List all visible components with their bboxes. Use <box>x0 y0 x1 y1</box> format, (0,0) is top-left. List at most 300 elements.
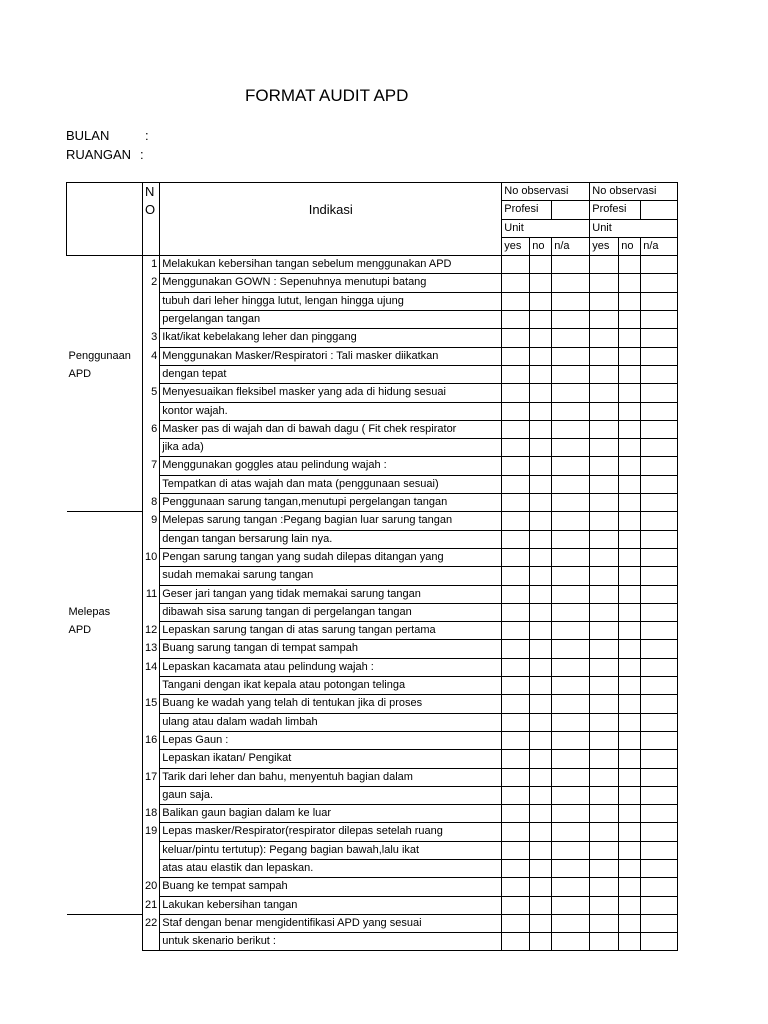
obs2-yes-cell[interactable] <box>590 311 619 329</box>
table-row <box>67 512 678 530</box>
obs1-no-cell[interactable] <box>530 914 552 932</box>
obs2-yes-cell[interactable] <box>590 365 619 383</box>
obs2-yes-cell[interactable] <box>590 603 619 621</box>
row-indikasi: Buang sarung tangan di tempat sampah <box>160 640 502 658</box>
row-indikasi: Lepas masker/Respirator(respirator dilepas setelah ruang <box>160 823 502 841</box>
obs1-no-cell[interactable] <box>530 933 552 951</box>
obs1-yes-cell[interactable] <box>502 292 530 310</box>
obs2-no-cell[interactable] <box>619 457 641 475</box>
obs1-yes-cell[interactable] <box>502 731 530 749</box>
category-cell <box>67 823 143 841</box>
row-indikasi: Buang ke wadah yang telah di tentukan jika di proses <box>160 695 502 713</box>
obs2-yes-cell[interactable] <box>590 695 619 713</box>
header-profesi-1-value[interactable] <box>552 201 590 219</box>
obs2-na-cell[interactable] <box>641 548 678 566</box>
obs2-na-cell[interactable] <box>641 292 678 310</box>
obs1-no-cell[interactable] <box>530 786 552 804</box>
obs1-yes-cell[interactable] <box>502 896 530 914</box>
obs1-no-cell[interactable] <box>530 512 552 530</box>
category-cell <box>67 805 143 823</box>
obs1-no-cell[interactable] <box>530 750 552 768</box>
obs2-yes-cell[interactable] <box>590 768 619 786</box>
obs2-na-cell[interactable] <box>641 457 678 475</box>
obs1-yes-cell[interactable] <box>502 420 530 438</box>
obs2-no-cell[interactable] <box>619 274 641 292</box>
obs1-na-cell[interactable] <box>552 695 590 713</box>
table-row <box>67 457 678 475</box>
row-number <box>143 677 160 695</box>
obs1-na-cell[interactable] <box>552 731 590 749</box>
obs1-yes-cell[interactable] <box>502 384 530 402</box>
obs1-yes-cell[interactable] <box>502 256 530 274</box>
row-indikasi: Lepaskan sarung tangan di atas sarung tangan pertama <box>160 622 502 640</box>
category-cell <box>67 329 143 347</box>
obs1-na-cell[interactable] <box>552 439 590 457</box>
category-cell <box>67 457 143 475</box>
obs2-yes-cell[interactable] <box>590 475 619 493</box>
obs1-no-cell[interactable] <box>530 311 552 329</box>
row-number: 11 <box>143 585 160 603</box>
obs2-yes-cell[interactable] <box>590 933 619 951</box>
row-number: 19 <box>143 823 160 841</box>
obs2-na-cell[interactable] <box>641 823 678 841</box>
row-number: 10 <box>143 548 160 566</box>
obs1-na-cell[interactable] <box>552 347 590 365</box>
obs1-no-cell[interactable] <box>530 292 552 310</box>
row-indikasi: Balikan gaun bagian dalam ke luar <box>160 805 502 823</box>
obs2-na-cell[interactable] <box>641 786 678 804</box>
obs2-yes-cell[interactable] <box>590 805 619 823</box>
obs2-yes-cell[interactable] <box>590 494 619 512</box>
obs1-no-cell[interactable] <box>530 859 552 877</box>
obs1-na-cell[interactable] <box>552 750 590 768</box>
obs2-yes-cell[interactable] <box>590 859 619 877</box>
table-row <box>67 567 678 585</box>
table-row <box>67 786 678 804</box>
obs1-yes-cell[interactable] <box>502 622 530 640</box>
row-indikasi: sudah memakai sarung tangan <box>160 567 502 585</box>
obs1-no-cell[interactable] <box>530 603 552 621</box>
obs1-yes-cell[interactable] <box>502 457 530 475</box>
obs2-no-cell[interactable] <box>619 640 641 658</box>
obs1-no-cell[interactable] <box>530 622 552 640</box>
row-indikasi: Lepaskan ikatan/ Pengikat <box>160 750 502 768</box>
row-number: 21 <box>143 896 160 914</box>
obs2-na-cell[interactable] <box>641 933 678 951</box>
obs1-no-cell[interactable] <box>530 256 552 274</box>
obs2-no-cell[interactable] <box>619 859 641 877</box>
obs2-no-cell[interactable] <box>619 786 641 804</box>
obs2-no-cell[interactable] <box>619 567 641 585</box>
obs2-yes-cell[interactable] <box>590 567 619 585</box>
obs2-no-cell[interactable] <box>619 622 641 640</box>
obs1-no-cell[interactable] <box>530 585 552 603</box>
obs1-yes-cell[interactable] <box>502 677 530 695</box>
category-cell <box>67 640 143 658</box>
obs2-yes-cell[interactable] <box>590 512 619 530</box>
obs1-yes-cell[interactable] <box>502 475 530 493</box>
obs1-yes-cell[interactable] <box>502 640 530 658</box>
obs2-no-cell[interactable] <box>619 658 641 676</box>
table-row <box>67 933 678 951</box>
category-melepas-label: Melepas <box>68 605 111 618</box>
obs2-na-cell[interactable] <box>641 805 678 823</box>
obs2-na-cell[interactable] <box>641 329 678 347</box>
obs1-na-cell[interactable] <box>552 384 590 402</box>
obs2-na-cell[interactable] <box>641 768 678 786</box>
obs2-yes-cell[interactable] <box>590 329 619 347</box>
obs1-yes-cell[interactable] <box>502 841 530 859</box>
obs1-na-cell[interactable] <box>552 805 590 823</box>
row-number: 20 <box>143 878 160 896</box>
obs1-na-cell[interactable] <box>552 713 590 731</box>
obs2-no-cell[interactable] <box>619 914 641 932</box>
obs1-na-cell[interactable] <box>552 914 590 932</box>
category-cell <box>67 256 143 274</box>
row-indikasi: Penggunaan sarung tangan,menutupi pergelangan tangan <box>160 494 502 512</box>
obs2-na-cell[interactable] <box>641 530 678 548</box>
obs1-yes-cell[interactable] <box>502 786 530 804</box>
obs1-no-cell[interactable] <box>530 329 552 347</box>
obs1-no-cell[interactable] <box>530 365 552 383</box>
obs2-na-cell[interactable] <box>641 274 678 292</box>
category-cell <box>67 548 143 566</box>
obs2-na-cell[interactable] <box>641 420 678 438</box>
obs1-yes-cell[interactable] <box>502 567 530 585</box>
obs1-na-cell[interactable] <box>552 640 590 658</box>
obs2-no-cell[interactable] <box>619 731 641 749</box>
obs1-na-cell[interactable] <box>552 585 590 603</box>
obs2-yes-cell[interactable] <box>590 402 619 420</box>
obs2-no-cell[interactable] <box>619 347 641 365</box>
category-cell <box>67 512 143 530</box>
obs1-yes-cell[interactable] <box>502 365 530 383</box>
header-row-3 <box>67 219 678 237</box>
obs1-no-cell[interactable] <box>530 658 552 676</box>
obs2-yes-cell[interactable] <box>590 292 619 310</box>
obs1-na-cell[interactable] <box>552 420 590 438</box>
obs1-na-cell[interactable] <box>552 530 590 548</box>
obs1-na-cell[interactable] <box>552 658 590 676</box>
obs2-yes-cell[interactable] <box>590 677 619 695</box>
obs2-na-cell[interactable] <box>641 658 678 676</box>
obs1-na-cell[interactable] <box>552 567 590 585</box>
bulan-colon: : <box>145 128 149 143</box>
obs1-yes-cell[interactable] <box>502 311 530 329</box>
category-melepas-label-2: APD <box>68 624 92 637</box>
row-indikasi: Pengan sarung tangan yang sudah dilepas ditangan yang <box>160 548 502 566</box>
obs2-yes-cell[interactable] <box>590 914 619 932</box>
obs2-no-cell[interactable] <box>619 439 641 457</box>
header-yes-1: yes <box>502 237 530 255</box>
obs2-na-cell[interactable] <box>641 494 678 512</box>
obs1-no-cell[interactable] <box>530 494 552 512</box>
obs2-no-cell[interactable] <box>619 878 641 896</box>
obs1-no-cell[interactable] <box>530 878 552 896</box>
obs1-yes-cell[interactable] <box>502 805 530 823</box>
obs1-na-cell[interactable] <box>552 494 590 512</box>
obs2-no-cell[interactable] <box>619 603 641 621</box>
obs1-na-cell[interactable] <box>552 402 590 420</box>
obs2-no-cell[interactable] <box>619 475 641 493</box>
obs1-na-cell[interactable] <box>552 512 590 530</box>
row-indikasi: Melakukan kebersihan tangan sebelum menggunakan APD <box>160 256 502 274</box>
row-indikasi: jika ada) <box>160 439 502 457</box>
obs1-no-cell[interactable] <box>530 274 552 292</box>
obs2-na-cell[interactable] <box>641 914 678 932</box>
table-row <box>67 475 678 493</box>
obs1-na-cell[interactable] <box>552 603 590 621</box>
obs2-na-cell[interactable] <box>641 347 678 365</box>
obs2-na-cell[interactable] <box>641 603 678 621</box>
obs1-na-cell[interactable] <box>552 311 590 329</box>
obs1-no-cell[interactable] <box>530 475 552 493</box>
bulan-label: BULAN <box>66 128 110 143</box>
obs1-no-cell[interactable] <box>530 841 552 859</box>
obs2-no-cell[interactable] <box>619 823 641 841</box>
obs2-no-cell[interactable] <box>619 585 641 603</box>
obs1-yes-cell[interactable] <box>502 530 530 548</box>
obs2-na-cell[interactable] <box>641 695 678 713</box>
row-number <box>143 603 160 621</box>
obs1-na-cell[interactable] <box>552 677 590 695</box>
obs2-no-cell[interactable] <box>619 365 641 383</box>
obs1-na-cell[interactable] <box>552 256 590 274</box>
obs2-na-cell[interactable] <box>641 640 678 658</box>
obs2-no-cell[interactable] <box>619 548 641 566</box>
row-number <box>143 402 160 420</box>
obs1-na-cell[interactable] <box>552 859 590 877</box>
obs1-na-cell[interactable] <box>552 823 590 841</box>
obs2-yes-cell[interactable] <box>590 731 619 749</box>
obs1-no-cell[interactable] <box>530 439 552 457</box>
obs2-na-cell[interactable] <box>641 878 678 896</box>
obs2-na-cell[interactable] <box>641 475 678 493</box>
obs2-yes-cell[interactable] <box>590 274 619 292</box>
table-row <box>67 439 678 457</box>
obs1-yes-cell[interactable] <box>502 658 530 676</box>
obs1-no-cell[interactable] <box>530 823 552 841</box>
obs1-yes-cell[interactable] <box>502 695 530 713</box>
category-cell <box>67 695 143 713</box>
obs2-no-cell[interactable] <box>619 713 641 731</box>
obs1-yes-cell[interactable] <box>502 768 530 786</box>
obs1-yes-cell[interactable] <box>502 823 530 841</box>
row-indikasi: dengan tepat <box>160 365 502 383</box>
category-cell <box>67 384 143 402</box>
obs1-no-cell[interactable] <box>530 713 552 731</box>
obs1-yes-cell[interactable] <box>502 548 530 566</box>
row-number: 7 <box>143 457 160 475</box>
header-no-line2: O <box>143 201 160 219</box>
obs1-na-cell[interactable] <box>552 841 590 859</box>
obs1-yes-cell[interactable] <box>502 329 530 347</box>
obs2-na-cell[interactable] <box>641 713 678 731</box>
obs1-na-cell[interactable] <box>552 274 590 292</box>
obs1-na-cell[interactable] <box>552 329 590 347</box>
obs2-yes-cell[interactable] <box>590 640 619 658</box>
category-cell <box>67 896 143 914</box>
obs2-no-cell[interactable] <box>619 677 641 695</box>
header-category-cell <box>67 201 143 219</box>
obs2-yes-cell[interactable] <box>590 713 619 731</box>
obs2-yes-cell[interactable] <box>590 841 619 859</box>
obs1-na-cell[interactable] <box>552 896 590 914</box>
header-no-observasi-1: No observasi <box>502 183 590 201</box>
obs2-yes-cell[interactable] <box>590 439 619 457</box>
row-indikasi: Tempatkan di atas wajah dan mata (penggunaan sesuai) <box>160 475 502 493</box>
obs1-yes-cell[interactable] <box>502 914 530 932</box>
row-number: 5 <box>143 384 160 402</box>
obs2-yes-cell[interactable] <box>590 658 619 676</box>
obs1-no-cell[interactable] <box>530 457 552 475</box>
obs1-no-cell[interactable] <box>530 420 552 438</box>
obs2-yes-cell[interactable] <box>590 750 619 768</box>
obs2-na-cell[interactable] <box>641 439 678 457</box>
category-cell <box>67 677 143 695</box>
table-row <box>67 841 678 859</box>
obs2-no-cell[interactable] <box>619 530 641 548</box>
obs2-yes-cell[interactable] <box>590 622 619 640</box>
table-row <box>67 805 678 823</box>
category-cell <box>67 878 143 896</box>
obs2-yes-cell[interactable] <box>590 256 619 274</box>
table-row <box>67 658 678 676</box>
obs2-yes-cell[interactable] <box>590 585 619 603</box>
obs1-na-cell[interactable] <box>552 475 590 493</box>
obs1-yes-cell[interactable] <box>502 494 530 512</box>
header-profesi-2-value[interactable] <box>641 201 678 219</box>
obs1-yes-cell[interactable] <box>502 439 530 457</box>
obs1-no-cell[interactable] <box>530 677 552 695</box>
obs2-na-cell[interactable] <box>641 311 678 329</box>
row-number <box>143 311 160 329</box>
obs1-yes-cell[interactable] <box>502 512 530 530</box>
obs1-na-cell[interactable] <box>552 365 590 383</box>
obs1-na-cell[interactable] <box>552 548 590 566</box>
obs1-yes-cell[interactable] <box>502 878 530 896</box>
obs2-no-cell[interactable] <box>619 384 641 402</box>
obs1-na-cell[interactable] <box>552 786 590 804</box>
obs2-no-cell[interactable] <box>619 420 641 438</box>
obs2-no-cell[interactable] <box>619 896 641 914</box>
row-indikasi: Geser jari tangan yang tidak memakai sarung tangan <box>160 585 502 603</box>
obs2-yes-cell[interactable] <box>590 420 619 438</box>
obs2-na-cell[interactable] <box>641 585 678 603</box>
obs2-no-cell[interactable] <box>619 841 641 859</box>
category-cell <box>67 750 143 768</box>
obs2-no-cell[interactable] <box>619 768 641 786</box>
obs1-yes-cell[interactable] <box>502 859 530 877</box>
obs2-no-cell[interactable] <box>619 933 641 951</box>
obs2-na-cell[interactable] <box>641 256 678 274</box>
obs1-na-cell[interactable] <box>552 292 590 310</box>
obs1-no-cell[interactable] <box>530 347 552 365</box>
obs2-no-cell[interactable] <box>619 292 641 310</box>
obs1-na-cell[interactable] <box>552 457 590 475</box>
audit-table-body <box>67 183 678 951</box>
obs1-na-cell[interactable] <box>552 933 590 951</box>
obs1-no-cell[interactable] <box>530 530 552 548</box>
obs1-no-cell[interactable] <box>530 384 552 402</box>
obs1-na-cell[interactable] <box>552 768 590 786</box>
obs2-no-cell[interactable] <box>619 256 641 274</box>
obs1-no-cell[interactable] <box>530 896 552 914</box>
obs1-yes-cell[interactable] <box>502 402 530 420</box>
obs2-yes-cell[interactable] <box>590 457 619 475</box>
obs1-na-cell[interactable] <box>552 878 590 896</box>
obs2-na-cell[interactable] <box>641 896 678 914</box>
obs2-yes-cell[interactable] <box>590 823 619 841</box>
obs2-yes-cell[interactable] <box>590 878 619 896</box>
obs2-yes-cell[interactable] <box>590 786 619 804</box>
obs2-na-cell[interactable] <box>641 567 678 585</box>
obs1-no-cell[interactable] <box>530 731 552 749</box>
obs2-na-cell[interactable] <box>641 384 678 402</box>
row-indikasi: tubuh dari leher hingga lutut, lengan hingga ujung <box>160 292 502 310</box>
obs1-no-cell[interactable] <box>530 805 552 823</box>
obs1-yes-cell[interactable] <box>502 713 530 731</box>
category-cell <box>67 475 143 493</box>
obs2-yes-cell[interactable] <box>590 384 619 402</box>
obs2-yes-cell[interactable] <box>590 548 619 566</box>
obs1-yes-cell[interactable] <box>502 750 530 768</box>
obs2-na-cell[interactable] <box>641 402 678 420</box>
obs2-na-cell[interactable] <box>641 841 678 859</box>
obs2-no-cell[interactable] <box>619 402 641 420</box>
obs2-na-cell[interactable] <box>641 677 678 695</box>
obs2-na-cell[interactable] <box>641 622 678 640</box>
obs2-no-cell[interactable] <box>619 329 641 347</box>
row-number <box>143 530 160 548</box>
header-no-line1: N <box>143 183 160 201</box>
obs2-na-cell[interactable] <box>641 512 678 530</box>
obs2-no-cell[interactable] <box>619 750 641 768</box>
table-row <box>67 365 678 383</box>
obs1-no-cell[interactable] <box>530 567 552 585</box>
obs1-yes-cell[interactable] <box>502 603 530 621</box>
obs1-na-cell[interactable] <box>552 622 590 640</box>
obs1-no-cell[interactable] <box>530 402 552 420</box>
obs2-no-cell[interactable] <box>619 494 641 512</box>
header-yes-2: yes <box>590 237 619 255</box>
obs1-yes-cell[interactable] <box>502 274 530 292</box>
obs2-na-cell[interactable] <box>641 365 678 383</box>
obs1-yes-cell[interactable] <box>502 585 530 603</box>
obs2-no-cell[interactable] <box>619 311 641 329</box>
obs2-yes-cell[interactable] <box>590 896 619 914</box>
obs1-no-cell[interactable] <box>530 640 552 658</box>
obs2-na-cell[interactable] <box>641 750 678 768</box>
obs1-no-cell[interactable] <box>530 548 552 566</box>
obs1-no-cell[interactable] <box>530 768 552 786</box>
obs2-na-cell[interactable] <box>641 731 678 749</box>
obs1-yes-cell[interactable] <box>502 347 530 365</box>
category-cell <box>67 841 143 859</box>
obs2-no-cell[interactable] <box>619 512 641 530</box>
obs2-na-cell[interactable] <box>641 859 678 877</box>
obs2-yes-cell[interactable] <box>590 347 619 365</box>
table-row <box>67 823 678 841</box>
header-indikasi: Indikasi <box>160 201 502 219</box>
obs1-yes-cell[interactable] <box>502 933 530 951</box>
obs2-no-cell[interactable] <box>619 695 641 713</box>
table-row <box>67 402 678 420</box>
obs2-yes-cell[interactable] <box>590 530 619 548</box>
obs1-no-cell[interactable] <box>530 695 552 713</box>
obs2-no-cell[interactable] <box>619 805 641 823</box>
header-no-2: no <box>619 237 641 255</box>
